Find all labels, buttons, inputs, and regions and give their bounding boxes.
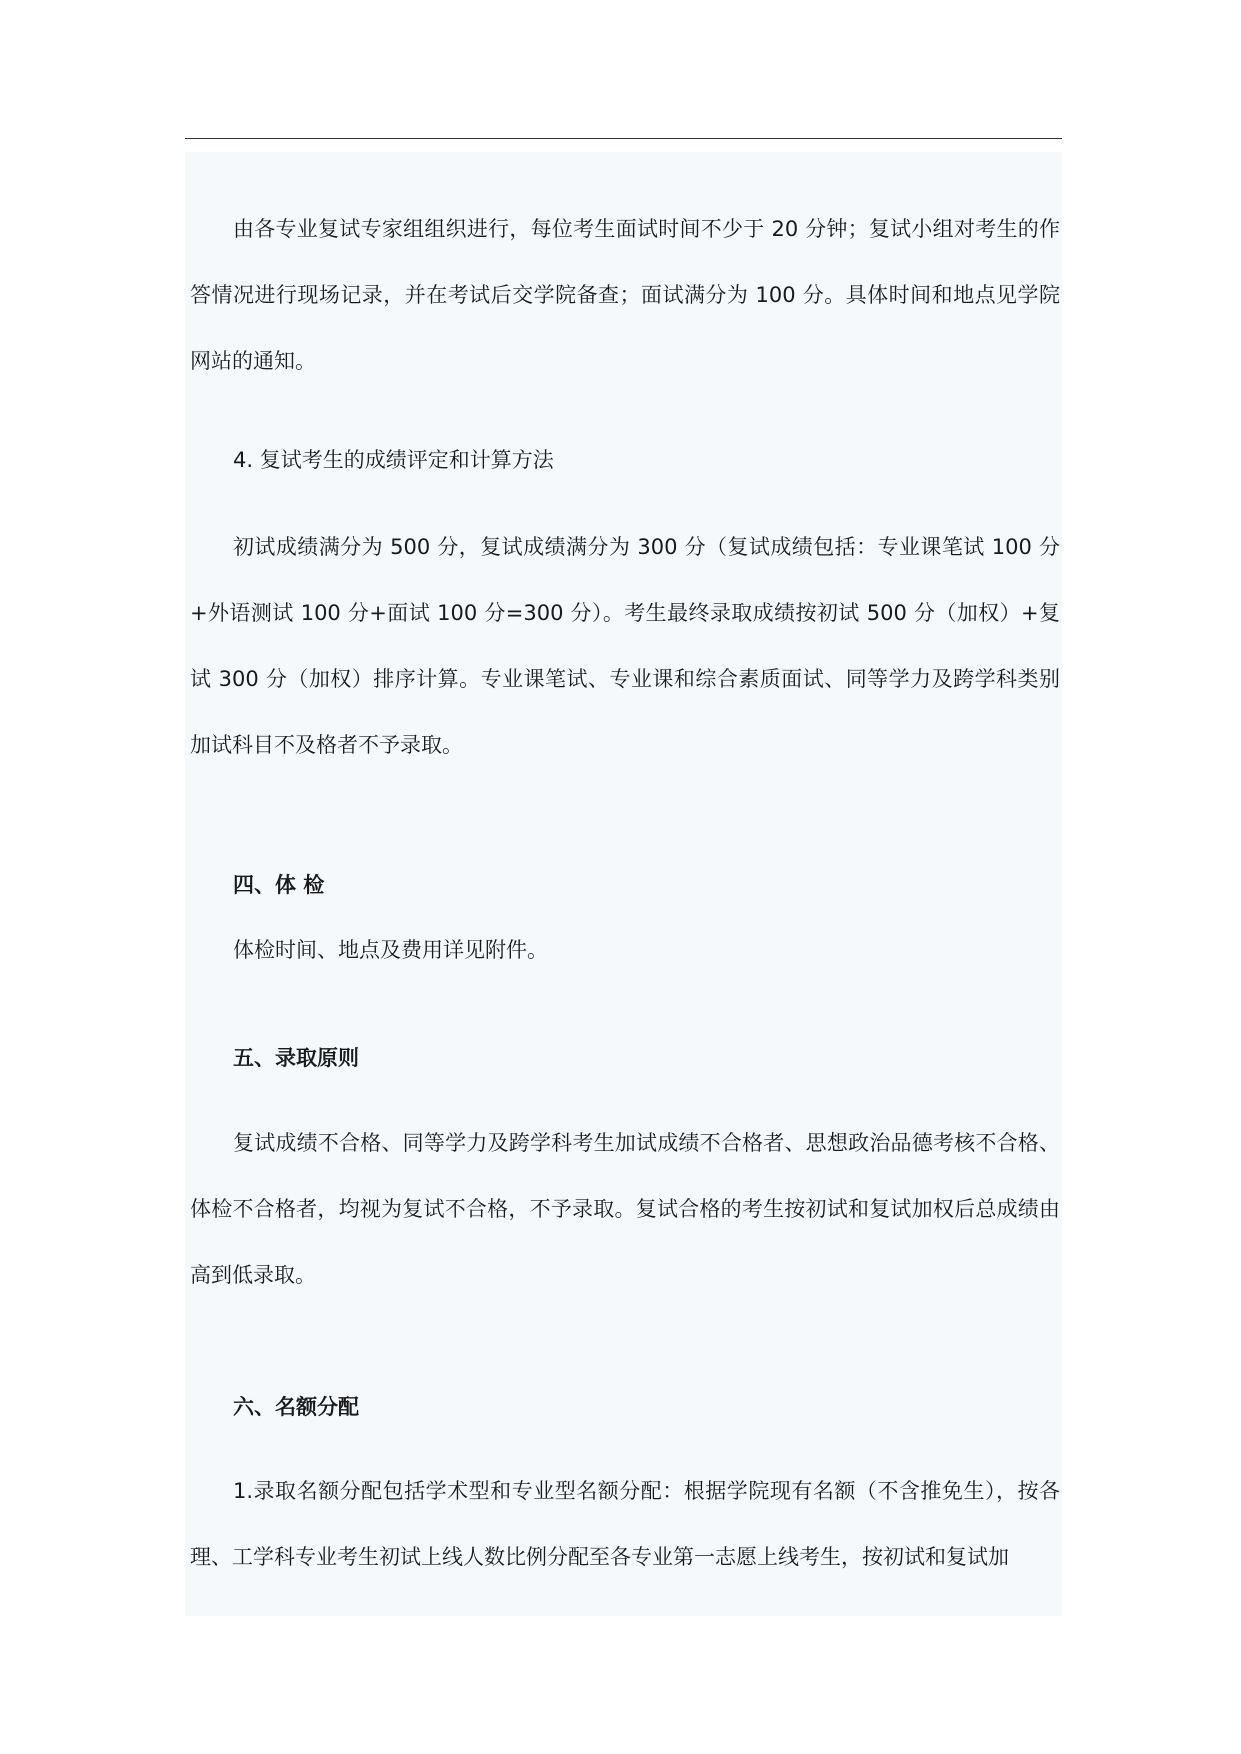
paragraph-quota-allocation: 1.录取名额分配包括学术型和专业型名额分配：根据学院现有名额（不含推免生），按各理、工学科专业考生初试上线人数比例分配至各专业第一志愿上线考生，按初试和复试加 (190, 1479, 1060, 1569)
section-heading-quota-allocation: 六、名额分配 (233, 1395, 359, 1419)
document-body (185, 152, 1062, 1616)
header-rule (185, 138, 1062, 139)
paragraph-interview: 由各专业复试专家组组织进行，每位考生面试时间不少于 20 分钟；复试小组对考生的作答情况进行现场记录，并在考试后交学院备查；面试满分为 100 分。具体时间和地点见学院网站的通知。 (190, 217, 1060, 373)
paragraph-admission-principles: 复试成绩不合格、同等学力及跨学科考生加试成绩不合格者、思想政治品德考核不合格、体检不合格者，均视为复试不合格，不予录取。复试合格的考生按初试和复试加权后总成绩由高到低录取。 (190, 1131, 1060, 1287)
subheading-score-method: 4. 复试考生的成绩评定和计算方法 (233, 448, 554, 472)
paragraph-physical-exam: 体检时间、地点及费用详见附件。 (233, 938, 548, 962)
section-heading-physical-exam: 四、体 检 (233, 873, 325, 897)
paragraph-score-method: 初试成绩满分为 500 分，复试成绩满分为 300 分（复试成绩包括：专业课笔试 100 分+外语测试 100 分+面试 100 分=300 分）。考生最终录取成绩按初试 500 分（加权）+复试 300 分（加权）排序计算。专业课笔试、专业课和综合素质面试、同等学力及跨学科类别加试科目不及格者不予录取。 (190, 535, 1060, 757)
section-heading-admission-principles: 五、录取原则 (233, 1046, 359, 1070)
